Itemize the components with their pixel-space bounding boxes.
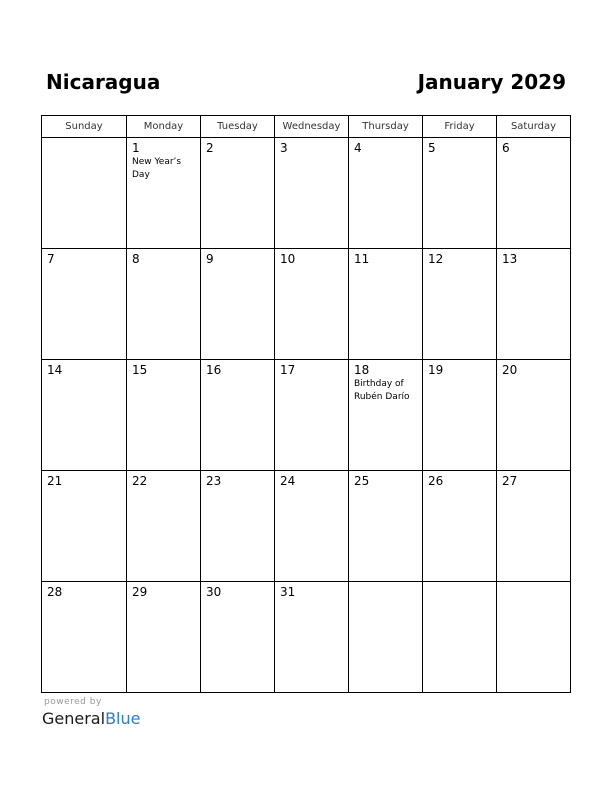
day-number: 12 bbox=[428, 252, 444, 266]
day-number: 14 bbox=[47, 363, 63, 377]
week-row bbox=[42, 138, 571, 249]
day-number: 16 bbox=[206, 363, 222, 377]
day-number: 20 bbox=[502, 363, 518, 377]
day-cell bbox=[42, 360, 127, 471]
generalblue-logo bbox=[42, 709, 140, 728]
day-cell bbox=[42, 582, 127, 693]
day-cell bbox=[275, 249, 349, 360]
day-cell bbox=[275, 360, 349, 471]
day-cell bbox=[42, 138, 127, 249]
day-cell bbox=[201, 582, 275, 693]
month-year-title: January 2029 bbox=[417, 70, 566, 94]
day-number: 27 bbox=[502, 474, 518, 488]
day-cell bbox=[349, 582, 423, 693]
day-cell bbox=[497, 249, 571, 360]
day-number: 28 bbox=[47, 585, 63, 599]
day-number: 4 bbox=[354, 141, 362, 155]
day-number: 3 bbox=[280, 141, 288, 155]
week-row bbox=[42, 582, 571, 693]
weekday-header-row bbox=[42, 116, 571, 138]
day-cell bbox=[127, 360, 201, 471]
day-number: 29 bbox=[132, 585, 148, 599]
brand-general-text: General bbox=[42, 709, 106, 728]
day-number: 9 bbox=[206, 252, 214, 266]
day-number: 15 bbox=[132, 363, 148, 377]
day-number: 10 bbox=[280, 252, 296, 266]
day-number: 11 bbox=[354, 252, 370, 266]
day-number: 25 bbox=[354, 474, 370, 488]
day-number: 24 bbox=[280, 474, 296, 488]
day-number: 2 bbox=[206, 141, 214, 155]
day-cell bbox=[201, 249, 275, 360]
weekday-saturday: Saturday bbox=[497, 116, 571, 138]
weekday-tuesday: Tuesday bbox=[201, 116, 275, 138]
day-cell bbox=[349, 360, 423, 471]
day-number: 19 bbox=[428, 363, 444, 377]
day-cell bbox=[127, 471, 201, 582]
day-number: 17 bbox=[280, 363, 296, 377]
week-row bbox=[42, 471, 571, 582]
day-cell bbox=[423, 138, 497, 249]
brand-blue-text: Blue bbox=[105, 709, 141, 728]
weekday-wednesday: Wednesday bbox=[275, 116, 349, 138]
holiday-label: New Year’s Day bbox=[132, 157, 182, 180]
day-cell bbox=[423, 582, 497, 693]
day-number: 30 bbox=[206, 585, 222, 599]
day-cell bbox=[42, 249, 127, 360]
day-number: 21 bbox=[47, 474, 63, 488]
day-cell bbox=[275, 582, 349, 693]
day-cell bbox=[423, 471, 497, 582]
day-number: 6 bbox=[502, 141, 510, 155]
day-number: 1 bbox=[132, 141, 140, 155]
weekday-monday: Monday bbox=[127, 116, 201, 138]
day-cell bbox=[42, 471, 127, 582]
day-number: 22 bbox=[132, 474, 148, 488]
week-row bbox=[42, 360, 571, 471]
day-cell bbox=[201, 360, 275, 471]
day-cell bbox=[497, 471, 571, 582]
day-cell bbox=[423, 360, 497, 471]
weekday-thursday: Thursday bbox=[349, 116, 423, 138]
day-number: 5 bbox=[428, 141, 436, 155]
week-row bbox=[42, 249, 571, 360]
weekday-sunday: Sunday bbox=[42, 116, 127, 138]
holiday-label: Birthday of Rubén Darío bbox=[354, 379, 410, 402]
powered-by-label: powered by bbox=[44, 697, 102, 707]
country-title: Nicaragua bbox=[46, 70, 161, 94]
day-cell bbox=[497, 582, 571, 693]
day-cell bbox=[349, 471, 423, 582]
day-number: 8 bbox=[132, 252, 140, 266]
day-number: 18 bbox=[354, 363, 370, 377]
day-number: 13 bbox=[502, 252, 518, 266]
day-number: 31 bbox=[280, 585, 296, 599]
day-cell bbox=[127, 582, 201, 693]
day-cell bbox=[275, 138, 349, 249]
day-cell bbox=[275, 471, 349, 582]
day-number: 7 bbox=[47, 252, 55, 266]
day-number: 26 bbox=[428, 474, 444, 488]
day-cell bbox=[201, 138, 275, 249]
day-cell bbox=[423, 249, 497, 360]
day-cell bbox=[201, 471, 275, 582]
day-cell bbox=[127, 249, 201, 360]
calendar-grid bbox=[41, 115, 571, 693]
day-cell bbox=[349, 249, 423, 360]
day-cell bbox=[497, 138, 571, 249]
day-cell bbox=[349, 138, 423, 249]
day-number: 23 bbox=[206, 474, 222, 488]
day-cell bbox=[497, 360, 571, 471]
weekday-friday: Friday bbox=[423, 116, 497, 138]
day-cell bbox=[127, 138, 201, 249]
